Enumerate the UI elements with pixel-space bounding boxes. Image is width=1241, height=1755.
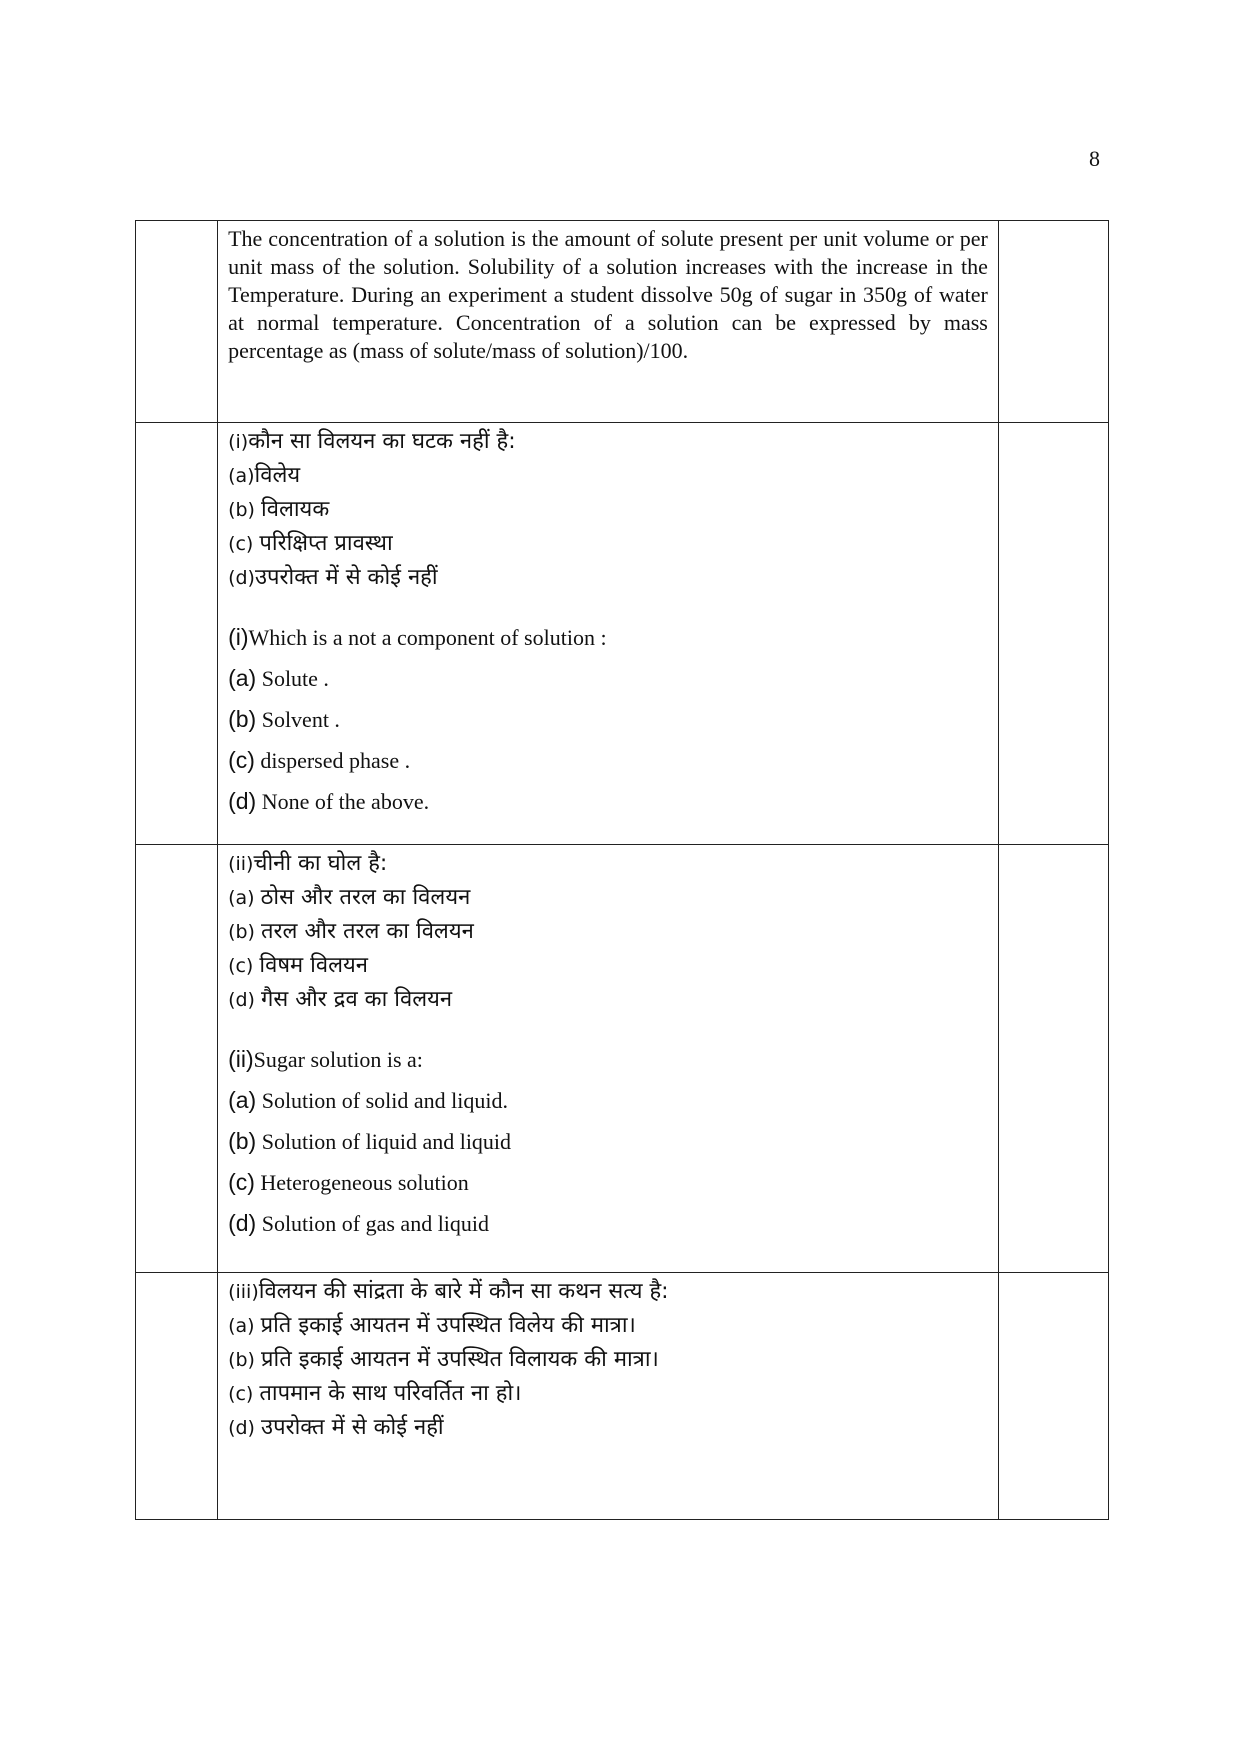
hindi-question-stem: (iii)विलयन की सांद्रता के बारे में कौन सा कथन सत्य है: xyxy=(228,1279,669,1304)
marks-cell xyxy=(998,423,1108,845)
question-number-cell xyxy=(136,423,218,845)
english-option-a: (a) Solution of solid and liquid. xyxy=(228,1087,508,1113)
passage-cell xyxy=(218,221,999,423)
english-option-c: (c) dispersed phase . xyxy=(228,747,411,773)
hindi-option-c: (c) विषम विलयन xyxy=(228,953,369,978)
hindi-option-b: (b) विलायक xyxy=(228,497,330,522)
english-option-c: (c) Heterogeneous solution xyxy=(228,1169,469,1195)
hindi-option-a: (a) प्रति इकाई आयतन में उपस्थित विलेय की मात्रा। xyxy=(228,1313,636,1338)
hindi-question-stem: (i)कौन सा विलयन का घटक नहीं है: xyxy=(228,429,516,454)
hindi-option-d: (d)उपरोक्त में से कोई नहीं xyxy=(228,565,438,590)
question-cell xyxy=(218,423,999,845)
hindi-option-b: (b) प्रति इकाई आयतन में उपस्थित विलायक की मात्रा। xyxy=(228,1347,659,1372)
marks-cell xyxy=(998,845,1108,1273)
hindi-option-d: (d) गैस और द्रव का विलयन xyxy=(228,987,453,1012)
english-question-stem: (ii)Sugar solution is a: xyxy=(228,1046,423,1072)
marks-cell xyxy=(998,221,1108,423)
english-option-b: (b) Solvent . xyxy=(228,706,340,732)
question-cell xyxy=(218,845,999,1273)
english-option-a: (a) Solute . xyxy=(228,665,329,691)
hindi-question-stem: (ii)चीनी का घोल है: xyxy=(228,851,388,876)
marks-cell xyxy=(998,1273,1108,1520)
hindi-option-c: (c) परिक्षिप्त प्रावस्था xyxy=(228,531,393,556)
page-number: 8 xyxy=(1089,146,1100,171)
hindi-option-d: (d) उपरोक्त में से कोई नहीं xyxy=(228,1415,444,1440)
hindi-option-b: (b) तरल और तरल का विलयन xyxy=(228,919,474,944)
question-number-cell xyxy=(136,845,218,1273)
english-question-stem: (i)Which is a not a component of solution : xyxy=(228,624,607,650)
hindi-option-a: (a)विलेय xyxy=(228,463,301,488)
english-option-b: (b) Solution of liquid and liquid xyxy=(228,1128,512,1154)
question-row-2 xyxy=(136,845,1109,1273)
question-table xyxy=(135,220,1109,1520)
hindi-option-c: (c) तापमान के साथ परिवर्तित ना हो। xyxy=(228,1381,522,1406)
passage-row xyxy=(136,221,1109,423)
question-number-cell xyxy=(136,1273,218,1520)
passage-text: The concentration of a solution is the amount of solute present per unit volume or per unit mass of the solution. Solubility of a solution increases with the increase in the Temperature. During an experiment a student dissolve 50g of sugar in 350g of water at normal temperature. Concentration of a solution can be expressed by mass percentage as (mass of solute/mass of solution)/100. xyxy=(228,226,988,363)
question-cell xyxy=(218,1273,999,1520)
question-row-1 xyxy=(136,423,1109,845)
hindi-option-a: (a) ठोस और तरल का विलयन xyxy=(228,885,471,910)
english-option-d: (d) Solution of gas and liquid xyxy=(228,1210,490,1236)
question-number-cell xyxy=(136,221,218,423)
question-row-3 xyxy=(136,1273,1109,1520)
english-option-d: (d) None of the above. xyxy=(228,788,430,814)
